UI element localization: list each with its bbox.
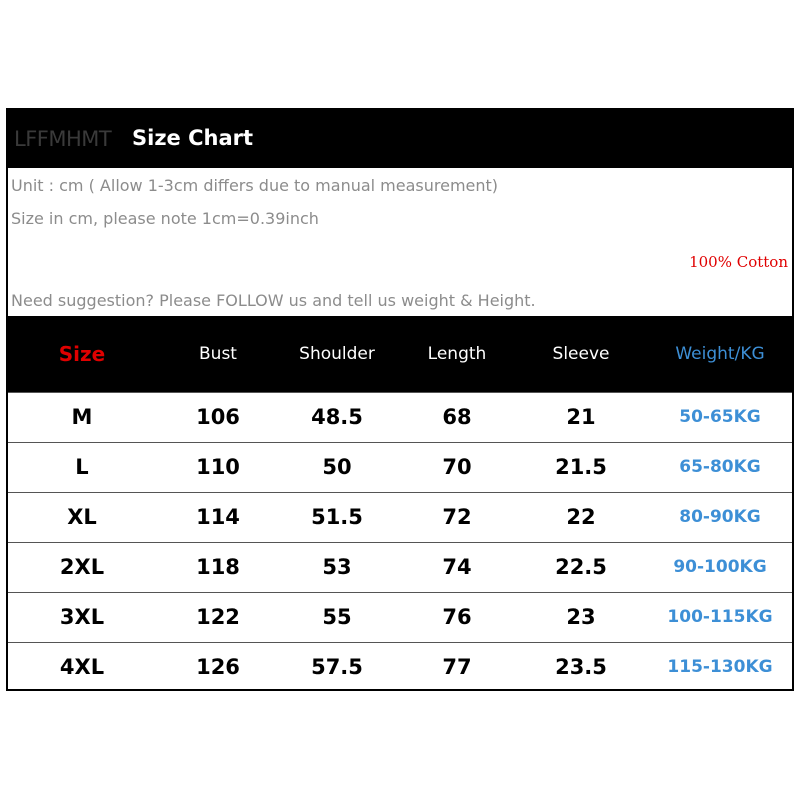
cell-weight: 50-65KG [679, 407, 761, 427]
cell-size: L [75, 455, 89, 479]
cell-size: 2XL [59, 555, 105, 579]
cell-shoulder: 53 [322, 555, 352, 579]
cell-length: 70 [442, 455, 472, 479]
cell-weight: 65-80KG [679, 457, 761, 477]
cell-sleeve: 22 [566, 505, 596, 529]
table-row [8, 492, 792, 542]
table-row [8, 442, 792, 492]
cell-sleeve: 22.5 [555, 555, 607, 579]
cell-shoulder: 57.5 [311, 655, 363, 679]
brand-name: LFFMHMT [14, 127, 112, 151]
header-size: Size [58, 342, 106, 366]
cell-length: 68 [442, 405, 472, 429]
cell-shoulder: 48.5 [311, 405, 363, 429]
header-weight: Weight/KG [675, 344, 765, 364]
header-sleeve: Sleeve [552, 344, 610, 364]
cell-length: 77 [442, 655, 472, 679]
cell-weight: 80-90KG [679, 507, 761, 527]
cell-shoulder: 51.5 [311, 505, 363, 529]
cell-shoulder: 50 [322, 455, 352, 479]
cell-bust: 122 [196, 605, 240, 629]
conversion-note: Size in cm, please note 1cm=0.39inch [11, 209, 319, 228]
material-note: 100% Cotton [689, 253, 788, 271]
unit-note: Unit : cm ( Allow 1-3cm differs due to manual measurement) [11, 176, 499, 195]
cell-weight: 90-100KG [673, 557, 767, 577]
cell-length: 74 [442, 555, 472, 579]
cell-sleeve: 23.5 [555, 655, 607, 679]
cell-length: 76 [442, 605, 472, 629]
size-chart [6, 108, 794, 691]
cell-bust: 106 [196, 405, 240, 429]
cell-weight: 115-130KG [667, 657, 773, 677]
cell-bust: 126 [196, 655, 240, 679]
suggestion-note: Need suggestion? Please FOLLOW us and tell us weight & Height. [11, 291, 536, 310]
cell-sleeve: 21 [566, 405, 596, 429]
cell-size: XL [67, 505, 97, 529]
cell-size: M [71, 405, 93, 429]
header-bust: Bust [199, 344, 237, 364]
cell-size: 4XL [59, 655, 105, 679]
cell-bust: 110 [196, 455, 240, 479]
cell-bust: 114 [196, 505, 240, 529]
title-bar [8, 110, 792, 168]
table-row [8, 542, 792, 592]
table-row [8, 592, 792, 642]
table-header [8, 316, 792, 392]
cell-weight: 100-115KG [667, 607, 773, 627]
table-row [8, 392, 792, 442]
table-row [8, 642, 792, 692]
header-length: Length [427, 344, 487, 364]
cell-size: 3XL [59, 605, 105, 629]
cell-bust: 118 [196, 555, 240, 579]
chart-title: Size Chart [132, 126, 254, 150]
header-shoulder: Shoulder [299, 344, 375, 364]
cell-sleeve: 21.5 [555, 455, 607, 479]
cell-shoulder: 55 [322, 605, 352, 629]
cell-length: 72 [442, 505, 472, 529]
cell-sleeve: 23 [566, 605, 596, 629]
